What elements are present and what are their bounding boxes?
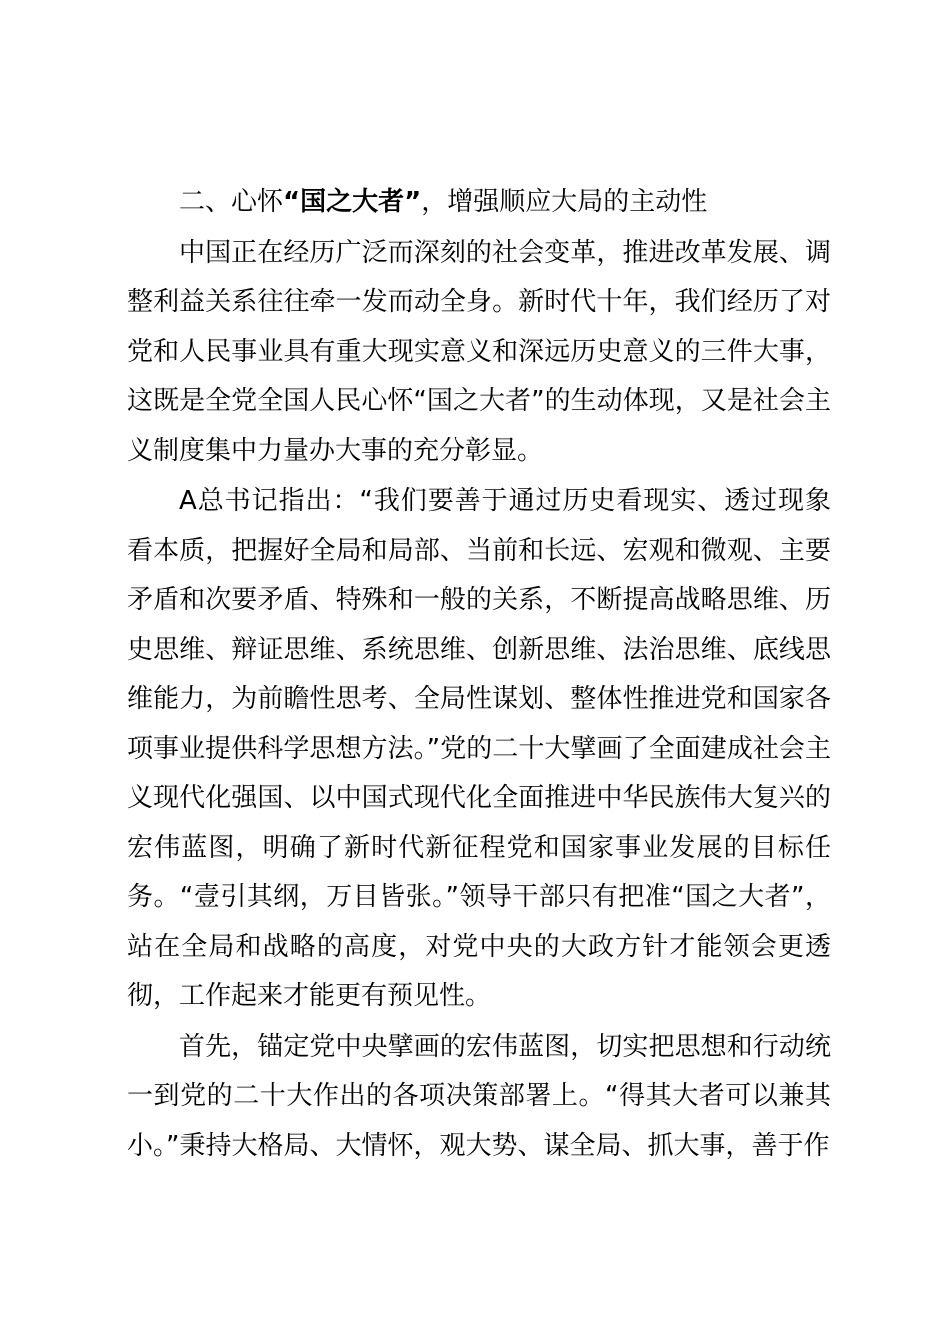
paragraph-3: 首先，锚定党中央擘画的宏伟蓝图，切实把思想和行动统一到党的二十大作出的各项决策部署上。“得其大者可以兼其小。”秉持大格局、大情怀，观大势、谋全局、抓大事，善于作 xyxy=(127,1031,831,1161)
section-heading xyxy=(127,178,831,228)
paragraph-1: 中国正在经历广泛而深刻的社会变革，推进改革发展、调整利益关系往往牵一发而动全身。新时代十年，我们经历了对党和人民事业具有重大现实意义和深远历史意义的三件大事，这既是全党全国人民心怀“国之大者”的生动体现，又是社会主义制度集中力量办大事的充分彰显。 xyxy=(127,237,831,466)
section-heading-prefix: 二、心怀 xyxy=(179,187,284,217)
document-body xyxy=(127,178,831,1171)
section-heading-quote: “国之大者” xyxy=(283,187,422,217)
paragraph-2: A总书记指出：“我们要善于通过历史看现实、透过现象看本质，把握好全局和局部、当前和长远、宏观和微观、主要矛盾和次要矛盾、特殊和一般的关系，不断提高战略思维、历史思维、辩证思维、系统思维、创新思维、法治思维、底线思维能力，为前瞻性思考、全局性谋划、整体性推进党和国家各项事业提供科学思想方法。”党的二十大擘画了全面建成社会主义现代化强国、以中国式现代化全面推进中华民族伟大复兴的宏伟蓝图，明确了新时代新征程党和国家事业发展的目标任务。“壹引其纲，万目皆张。”领导干部只有把准“国之大者”，站在全局和战略的高度，对党中央的大政方针才能领会更透彻，工作起来才能更有预见性。 xyxy=(127,486,831,1011)
section-heading-suffix: ，增强顺应大局的主动性 xyxy=(421,187,708,217)
